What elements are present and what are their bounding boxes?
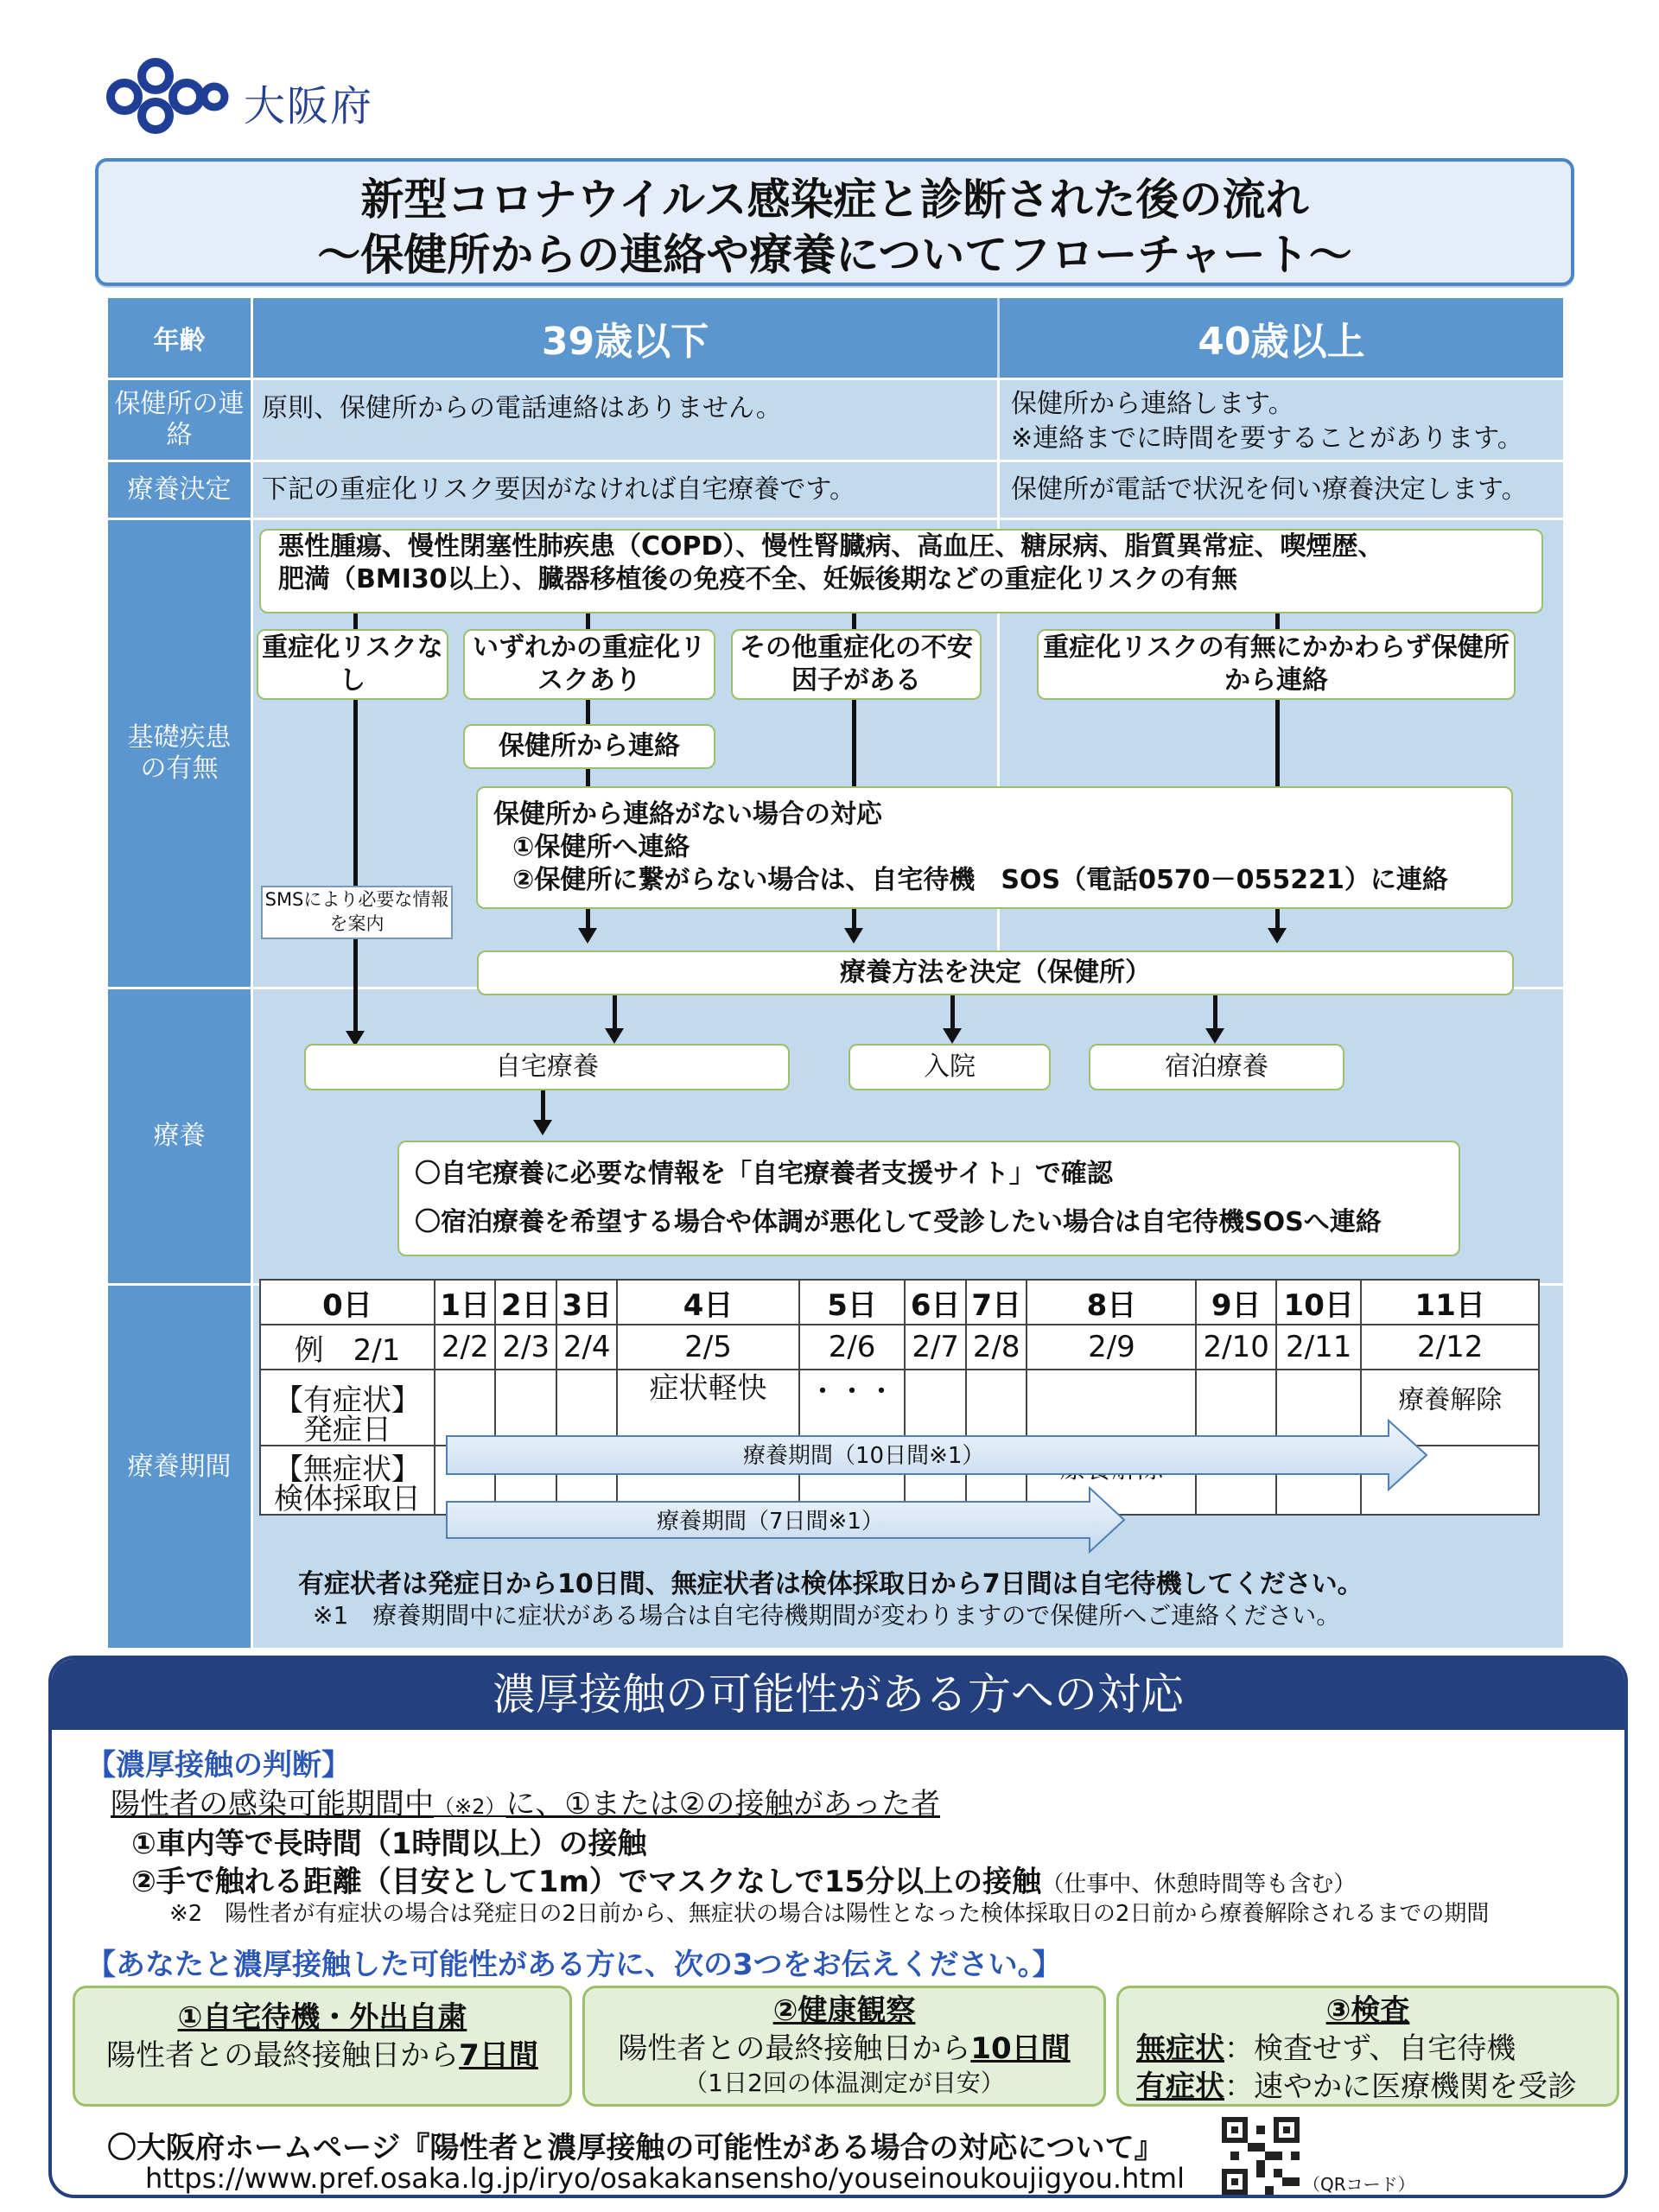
ellipsis: ・・・ xyxy=(799,1370,906,1446)
grid-line xyxy=(108,378,1563,380)
age-over-40: 40歳以上 xyxy=(1000,298,1563,378)
asymptomatic-label-2: 検体採取日 xyxy=(274,1482,421,1516)
period-7-label: 療養期間（7日間※1） xyxy=(657,1509,884,1535)
grid-line xyxy=(108,518,1563,520)
test-asym-label: 無症状 xyxy=(1136,2031,1224,2066)
grid-line xyxy=(108,460,1563,462)
calendar-date: 2/6 xyxy=(799,1325,906,1370)
period-10-label: 療養期間（10日間※1） xyxy=(743,1443,985,1469)
symptomatic-label-2: 発症日 xyxy=(303,1413,391,1447)
no-contact-step-1: ①保健所へ連絡 xyxy=(512,832,690,862)
calendar-day: 10日 xyxy=(1276,1280,1361,1325)
decision-label: 療養決定 xyxy=(108,462,251,518)
arrow-down-icon xyxy=(586,909,590,931)
asymptomatic-label xyxy=(260,1446,435,1515)
stay-home-title: ①自宅待機・外出自粛 xyxy=(177,2000,467,2035)
arrow-down-icon xyxy=(1213,995,1217,1032)
title-box xyxy=(95,158,1574,286)
flow-line xyxy=(353,613,358,629)
calendar-date: 2/8 xyxy=(966,1325,1027,1370)
test-title: ③検査 xyxy=(1325,1993,1410,2028)
test-asym-text: ：検査せず、自宅待機 xyxy=(1224,2031,1516,2066)
asymptomatic-label-1: 【無症状】 xyxy=(274,1452,421,1487)
age-label: 年齢 xyxy=(108,298,251,378)
test-symptomatic xyxy=(1119,2068,1617,2106)
disease-label: 基礎疾患の有無 xyxy=(108,520,251,987)
calendar-date: 2/2 xyxy=(435,1325,495,1370)
flow-line xyxy=(586,769,590,786)
health-watch-note: （1日2回の体温測定が目安） xyxy=(683,2069,1005,2097)
calendar-day: 7日 xyxy=(966,1280,1027,1325)
hotel-treatment-box: 宿泊療養 xyxy=(1089,1044,1344,1090)
qr-code-icon xyxy=(1222,2117,1300,2195)
decision-over-text: 保健所が電話で状況を伺い療養決定します。 xyxy=(1011,474,1528,505)
risk-line-1: 悪性腫瘍、慢性閉塞性肺疾患（COPD）、慢性腎臓病、高血圧、糖尿病、脂質異常症、喫煙歴、 xyxy=(278,531,1384,562)
hc-contact-box: 保健所から連絡 xyxy=(463,724,715,769)
other-risk-box: その他重症化の不安因子がある xyxy=(731,629,982,700)
contact-condition-2 xyxy=(131,1858,1356,1900)
arrow-down-icon xyxy=(613,995,617,1032)
home-info-line-2: 〇宿泊療養を希望する場合や体調が悪化して受診したい場合は自宅待機SOSへ連絡 xyxy=(415,1207,1382,1237)
health-watch-text xyxy=(585,2030,1103,2068)
risk-factors-box xyxy=(259,529,1543,613)
test-asymptomatic xyxy=(1119,2030,1617,2068)
age-under-39: 39歳以下 xyxy=(253,298,997,378)
symptomatic-label xyxy=(260,1370,435,1446)
calendar-day: 4日 xyxy=(617,1280,798,1325)
calendar-date: 2/12 xyxy=(1361,1325,1539,1370)
qr-caption: （QRコード） xyxy=(1303,2174,1415,2195)
test-sym-text: ：速やかに医療機関を受診 xyxy=(1224,2069,1577,2104)
sms-info-box: SMSにより必要な情報を案内 xyxy=(261,886,453,939)
no-contact-title: 保健所から連絡がない場合の対応 xyxy=(493,799,882,830)
symptom-improve: 症状軽快 xyxy=(617,1370,798,1446)
contact-condition-1: ①車内等で長時間（1時間以上）の接触 xyxy=(131,1827,647,1861)
calendar-date: 2/9 xyxy=(1027,1325,1196,1370)
home-info-box xyxy=(397,1141,1460,1256)
homepage-url[interactable]: https://www.pref.osaka.lg.jp/iryo/osakakansensho/youseinoukoujigyou.html xyxy=(145,2162,1185,2195)
regardless-contact-box: 重症化リスクの有無にかかわらず保健所から連絡 xyxy=(1037,629,1516,700)
close-contact-title: 濃厚接触の可能性がある方への対応 xyxy=(52,1659,1624,1730)
condition-2-note: （仕事中、休憩時間等も含む） xyxy=(1041,1872,1357,1897)
contact-over-text-2: ※連絡までに時間を要することがあります。 xyxy=(1011,423,1523,454)
flow-line xyxy=(586,700,590,726)
osaka-logo-icon xyxy=(105,54,231,136)
health-watch-days: 10日間 xyxy=(970,2031,1071,2066)
stay-home-box xyxy=(73,1986,572,2107)
flow-line xyxy=(353,700,358,886)
calendar-date: 2/3 xyxy=(495,1325,556,1370)
arrow-down-icon xyxy=(950,995,955,1032)
judge-heading: 【濃厚接触の判断】 xyxy=(86,1748,351,1783)
calendar-date: 2/5 xyxy=(617,1325,798,1370)
flow-line xyxy=(1275,700,1280,786)
home-info-line-1: 〇自宅療養に必要な情報を「自宅療養者支援サイト」で確認 xyxy=(415,1159,1113,1189)
close-contact-section xyxy=(48,1656,1628,2198)
arrow-down-icon xyxy=(852,909,856,931)
flow-line xyxy=(852,613,856,629)
calendar-date: 2/7 xyxy=(905,1325,965,1370)
release-symptomatic: 療養解除 xyxy=(1361,1370,1539,1446)
calendar-date: 例 2/1 xyxy=(260,1325,435,1370)
grid-line xyxy=(251,298,253,1648)
home-treatment-box: 自宅療養 xyxy=(304,1044,790,1090)
period-label: 療養期間 xyxy=(108,1286,251,1648)
calendar-day: 1日 xyxy=(435,1280,495,1325)
contact-over-text-1: 保健所から連絡します。 xyxy=(1011,389,1294,419)
title-line-1: 新型コロナウイルス感染症と診断された後の流れ xyxy=(360,175,1309,225)
infectious-period-note: ※2 陽性者が有症状の場合は発症日の2日前から、無症状の場合は陽性となった検体採取日の2日前から療養解除されるまでの期間 xyxy=(169,1901,1490,1927)
prefecture-name: 大阪府 xyxy=(244,82,374,130)
arrow-down-icon xyxy=(541,1090,545,1123)
calendar-day: 2日 xyxy=(495,1280,556,1325)
stay-home-text-a: 陽性者との最終接触日から xyxy=(106,2038,460,2073)
treatment-label: 療養 xyxy=(108,989,251,1283)
title-line-2: ～保健所からの連絡や療養についてフローチャート～ xyxy=(317,230,1352,280)
definition-part-b: （※2） xyxy=(434,1795,506,1819)
arrow-down-icon xyxy=(1275,909,1280,931)
calendar-day: 8日 xyxy=(1027,1280,1196,1325)
calendar-days-row xyxy=(260,1280,1539,1325)
health-watch-text-a: 陽性者との最終接触日から xyxy=(618,2031,971,2066)
decision-under-text: 下記の重症化リスク要因がなければ自宅療養です。 xyxy=(262,474,855,505)
calendar-day: 0日 xyxy=(260,1280,435,1325)
arrow-down-icon xyxy=(353,939,358,1034)
contact-definition xyxy=(111,1780,940,1822)
period-note-2: ※1 療養期間中に症状がある場合は自宅待機期間が変わりますので保健所へご連絡ください。 xyxy=(313,1601,1341,1630)
homepage-title: 〇大阪府ホームページ『陽性者と濃厚接触の可能性がある場合の対応について』 xyxy=(107,2131,1164,2165)
flow-line xyxy=(852,700,856,786)
calendar-dates-row xyxy=(260,1325,1539,1370)
contact-label: 保健所の連絡 xyxy=(108,380,251,460)
symptomatic-label-1: 【有症状】 xyxy=(274,1383,421,1418)
period-note-1: 有症状者は発症日から10日間、無症状者は検体採取日から7日間は自宅待機してください。 xyxy=(298,1569,1363,1599)
stay-home-days: 7日間 xyxy=(459,2038,538,2073)
health-watch-box xyxy=(582,1986,1106,2107)
no-contact-box xyxy=(476,786,1513,909)
calendar-date: 2/4 xyxy=(556,1325,617,1370)
flow-line xyxy=(586,613,590,629)
flow-line xyxy=(1275,613,1280,629)
some-risk-box: いずれかの重症化リスクあり xyxy=(463,629,715,700)
health-watch-title: ②健康観察 xyxy=(772,1993,916,2028)
risk-line-2: 肥満（BMI30以上）、臓器移植後の免疫不全、妊娠後期などの重症化リスクの有無 xyxy=(278,564,1238,594)
decide-method-box: 療養方法を決定（保健所） xyxy=(477,950,1514,995)
no-contact-step-2: ②保健所に繋がらない場合は、自宅待機 SOS（電話0570－055221）に連絡 xyxy=(512,865,1448,895)
definition-part-a: 陽性者の感染可能期間中 xyxy=(111,1787,434,1821)
definition-part-c: に、①または②の接触があった者 xyxy=(505,1787,941,1821)
tell-heading: 【あなたと濃厚接触した可能性がある方に、次の3つをお伝えください。】 xyxy=(86,1948,1062,1982)
test-box xyxy=(1116,1986,1619,2107)
calendar-day: 11日 xyxy=(1361,1280,1539,1325)
calendar-day: 6日 xyxy=(905,1280,965,1325)
hospital-box: 入院 xyxy=(849,1044,1051,1090)
calendar-date: 2/11 xyxy=(1276,1325,1361,1370)
calendar-day: 5日 xyxy=(799,1280,906,1325)
calendar-date: 2/10 xyxy=(1196,1325,1276,1370)
condition-2-text: ②手で触れる距離（目安として1m）でマスクなしで15分以上の接触 xyxy=(131,1865,1042,1899)
contact-under-text: 原則、保健所からの電話連絡はありません。 xyxy=(262,393,782,423)
no-risk-box: 重症化リスクなし xyxy=(257,629,448,700)
calendar-day: 3日 xyxy=(556,1280,617,1325)
calendar-day: 9日 xyxy=(1196,1280,1276,1325)
stay-home-text xyxy=(75,2037,569,2075)
test-sym-label: 有症状 xyxy=(1136,2069,1224,2104)
